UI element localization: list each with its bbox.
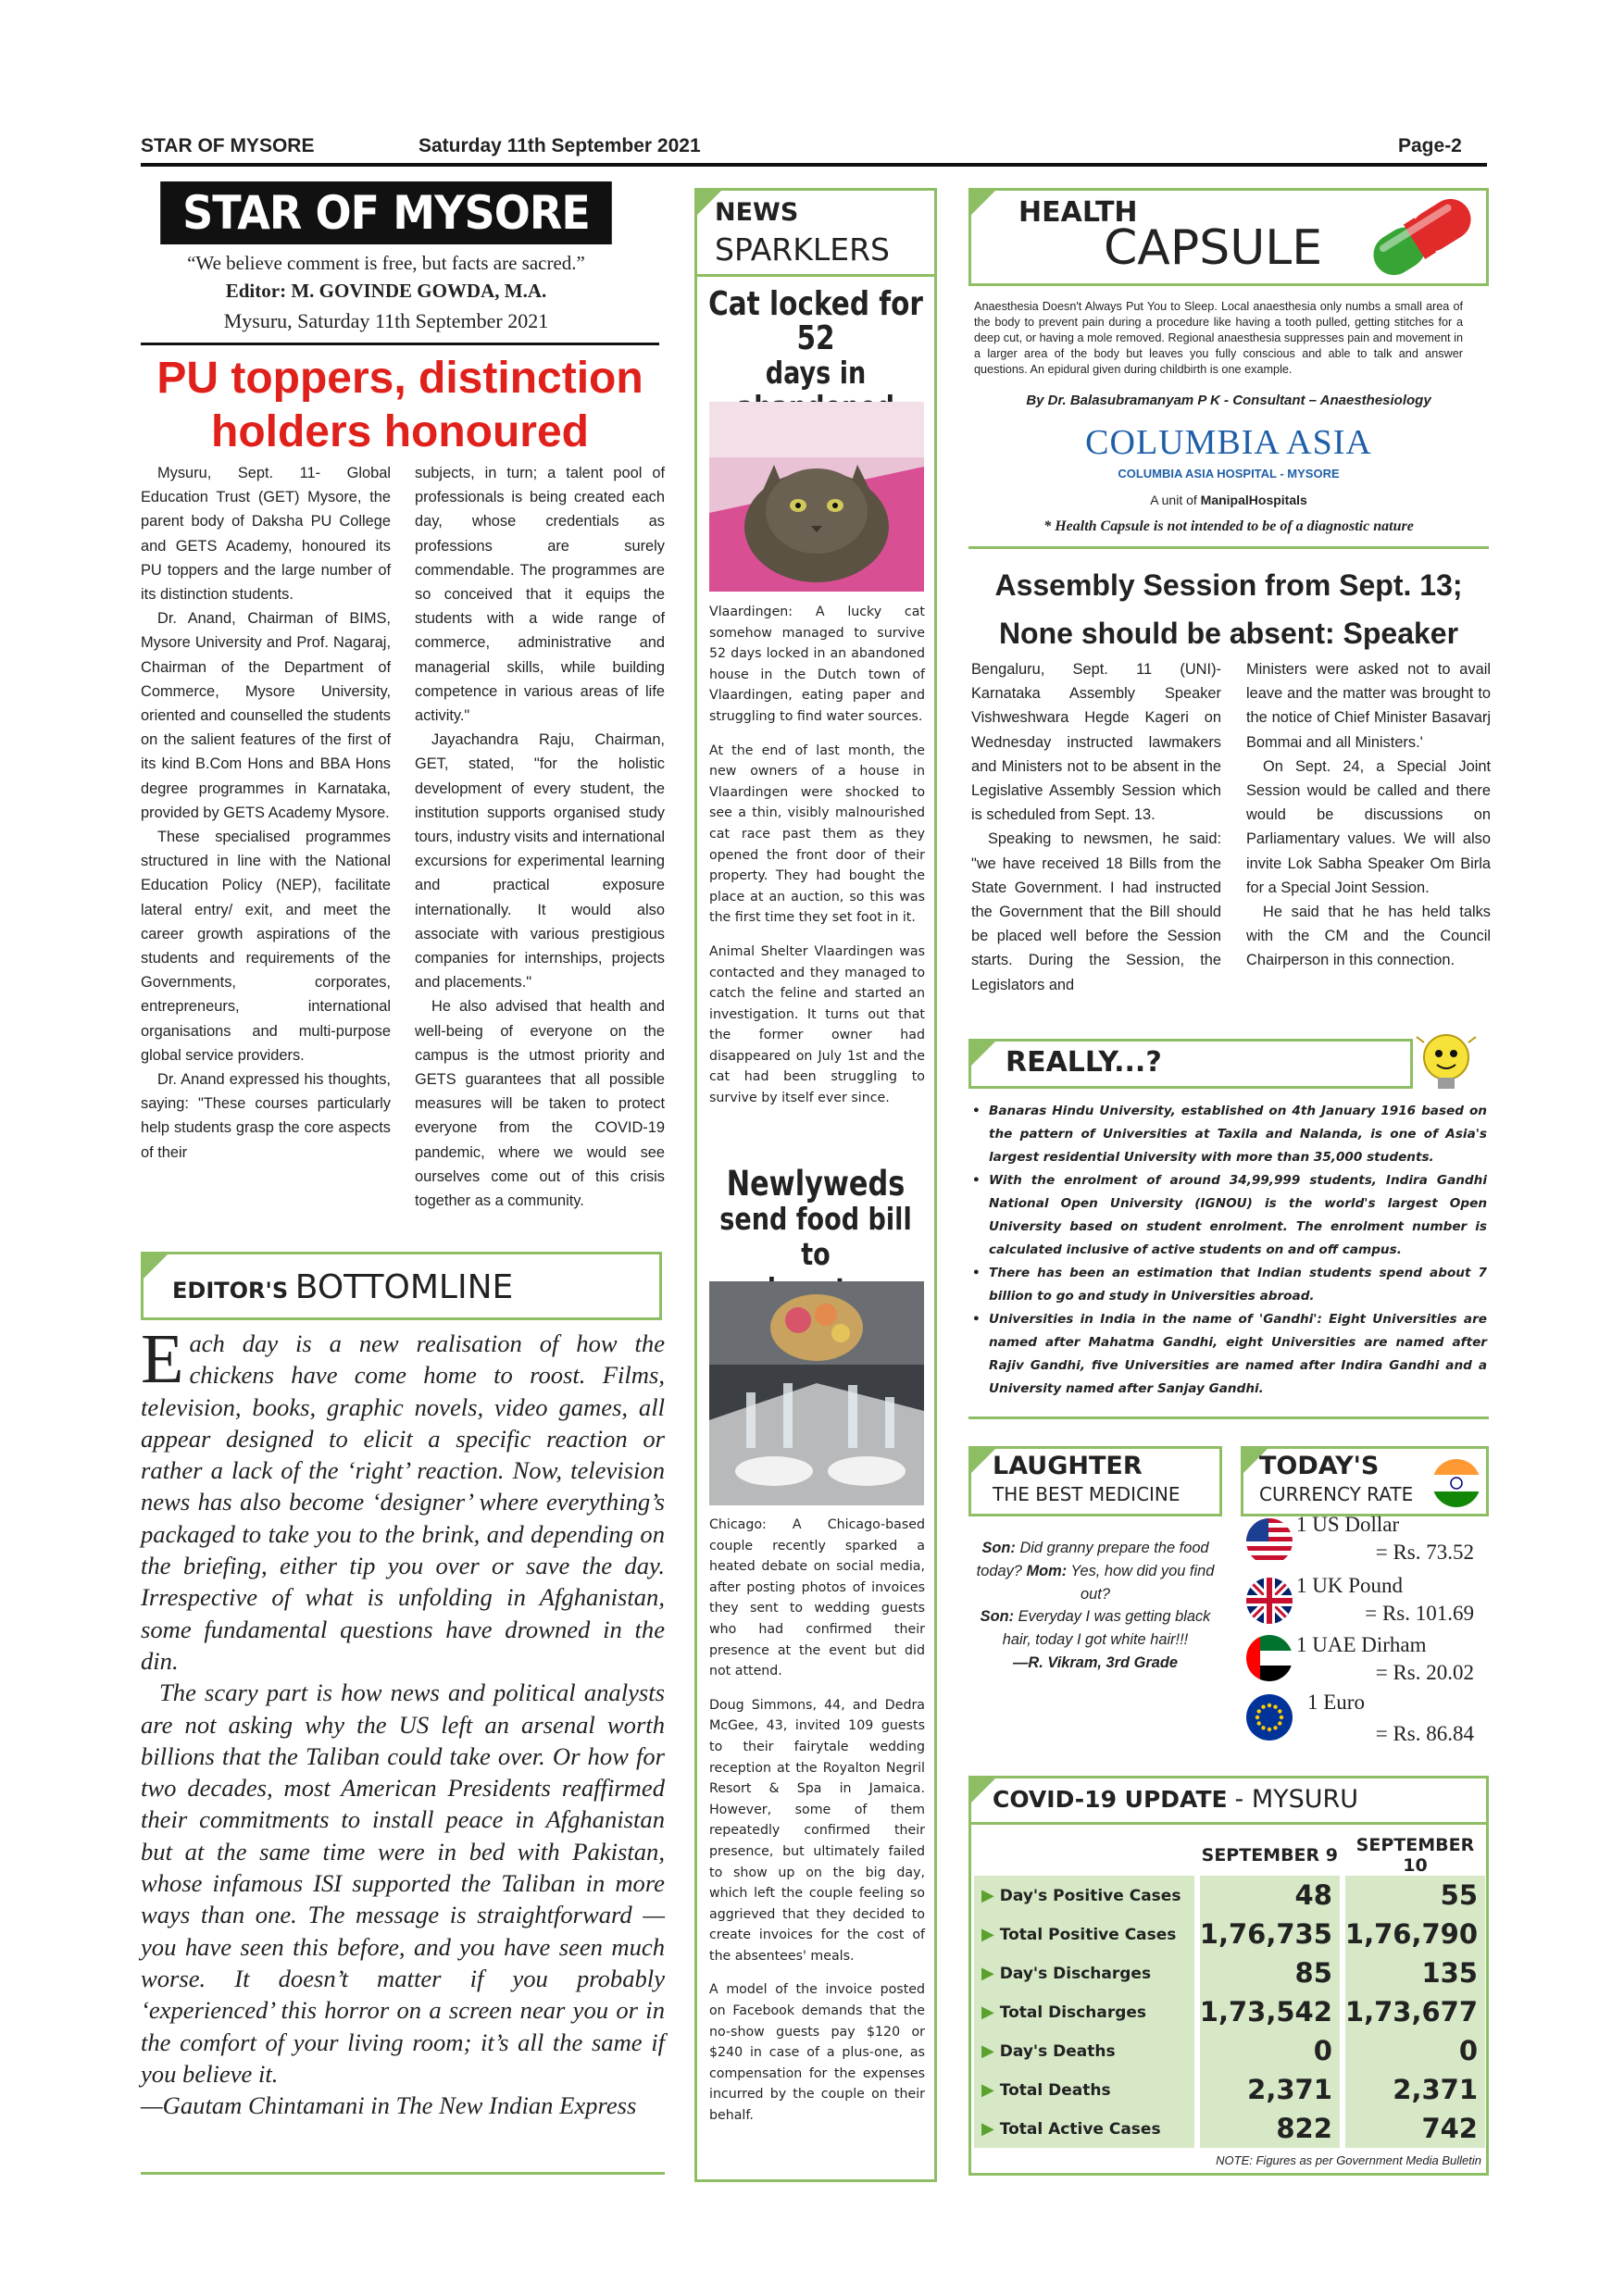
covid-value-sept9: 0 (1197, 2031, 1343, 2070)
really-item: • With the enrolment of around 34,99,999 students, Indira Gandhi National Open University (IGNOU) is the world's largest Open University based on student enrolment. The enrolment number is calculated inclusive of active students on and off campus. (968, 1169, 1487, 1262)
news-sparklers-label-bold: NEWS (715, 198, 799, 227)
bottomline-tab (144, 1254, 168, 1279)
really-item: • There has been an estimation that Indian students spend about 7 billion to go and study in Universities abroad. (968, 1262, 1487, 1308)
cat-story-para: At the end of last month, the new owners of a house in Vlaardingen were shocked to see a thin, visibly malnourished cat race past them as they opened the front door of their property. They had bought the place at an auction, so this was the first time they set foot in it. (709, 742, 925, 926)
newlyweds-story-para: A model of the invoice posted on Facebook demands that the no-show guests pay $120 or $240 in case of a plus-one, as compensation for the expenses incurred by the couple on their behalf. (709, 1982, 925, 2124)
bottomline-para-1 (141, 1320, 665, 1677)
bottomline-bottom-rule (141, 2172, 665, 2175)
lead-col1-para: Mysuru, Sept. 11- Global Education Trust (GET) Mysore, the parent body of Daksha PU College and GETS Academy, honoured its PU toppers and the large number of its distinction students. (141, 465, 391, 604)
covid-value-sept9: 1,76,735 (1197, 1915, 1343, 1953)
hospital-unit (974, 493, 1483, 507)
us-flag-icon (1246, 1518, 1293, 1565)
uk-flag-icon (1246, 1578, 1293, 1624)
uae-flag-icon (1246, 1635, 1293, 1681)
covid-header-blank (974, 1835, 1197, 1876)
masthead-dateline: Mysuru, Saturday 11th September 2021 (223, 309, 549, 332)
covid-value-sept10: 1,76,790 (1343, 1915, 1485, 1953)
covid-row (974, 1953, 1485, 1992)
covid-value-sept9: 2,371 (1197, 2070, 1343, 2109)
masthead-motto: “We believe comment is free, but facts are sacred.” (187, 252, 585, 274)
covid-row-label: ▶ Total Deaths (974, 2070, 1197, 2109)
assembly-col2-para: He said that he has held talks with the CM and the Council Chairperson in this connection. (1246, 904, 1491, 969)
covid-row (974, 2031, 1485, 2070)
really-list (968, 1100, 1487, 1401)
covid-value-sept9: 1,73,542 (1197, 1992, 1343, 2031)
covid-value-sept10: 55 (1343, 1876, 1485, 1915)
health-capsule-label-bold: HEALTH (1018, 196, 1138, 229)
joke-text: Yes, how did you find out? (1070, 1562, 1215, 1603)
covid-row-label: ▶ Day's Positive Cases (974, 1876, 1197, 1915)
health-capsule-text: Anaesthesia Doesn't Always Put You to Sleep. Local anaesthesia only numbs a small area of the body to prevent pain during a procedure like having a tooth pulled, getting stitches for a deep cut, or having a mole removed. Regional anaesthesia suppresses pain and movement in a larger area of the body but leaves you fully conscious and able to talk and answer questions. An epidural given during childbirth is one example. (974, 299, 1463, 376)
covid-label-text: Day's Deaths (999, 2041, 1116, 2061)
assembly-col2-para: On Sept. 24, a Special Joint Session would be called and there would be discussions on Parliamentary values. We will also invite Lok Sabha Speaker Om Birla for a Special Joint Session. (1246, 757, 1491, 896)
lead-headline-line2: holders honoured (211, 407, 589, 456)
covid-row (974, 2109, 1485, 2148)
unit-name: ManipalHospitals (1200, 493, 1307, 507)
joke-credit: —R. Vikram, 3rd Grade (1013, 1653, 1178, 1671)
health-capsule-tab (971, 191, 995, 215)
news-sparklers-label-light: SPARKLERS (715, 231, 890, 268)
currency-label-light: CURRENCY RATE (1259, 1483, 1414, 1505)
lead-headline (141, 352, 659, 459)
currency-unit-usd: 1 US Dollar (1296, 1513, 1400, 1536)
covid-value-sept10: 2,371 (1343, 2070, 1485, 2109)
laughter-joke (974, 1537, 1217, 1675)
covid-row-label: ▶ Total Positive Cases (974, 1915, 1197, 1953)
really-item: • Banaras Hindu University, established on 4th January 1916 based on the pattern of Universities at Taxila and Nalanda, is one of Asia's largest residential University with more than 35,000 students. (968, 1100, 1487, 1169)
covid-label-text: Total Positive Cases (999, 1925, 1177, 1944)
india-flag-icon (1430, 1457, 1482, 1509)
currency-value-eur (1289, 1722, 1474, 1746)
assembly-headline-line1: Assembly Session from Sept. 13; (994, 568, 1463, 602)
newlyweds-headline-line2: send food bill to (719, 1201, 912, 1272)
bottomline-body (141, 1320, 665, 2121)
bottomline-para-1-text: ach day is a new realisation of how the chickens have come home to roost. Films, television, books, graphic novels, video games, all appear designed to elicit a specific reaction or rather a lack of the ‘right’ reaction. Now, television news has also become ‘designer’ where everything’s packaged to take you to the brink, and depending on the briefing, either tip you over or save the day. Irrespective of what is unfolding in Afghanistan, some fundamental questions have drowned in the din. (141, 1329, 665, 1675)
lead-col2-para: subjects, in turn; a talent pool of professionals is being created each day, whose credentials as professions are surely commendable. The programmes are so conceived that it equips the students with a wide range of commerce, administrative and managerial skills, while building competence in various areas of life activity." (415, 465, 665, 725)
covid-row (974, 2070, 1485, 2109)
covid-row (974, 1876, 1485, 1915)
covid-label-text: Day's Discharges (999, 1964, 1152, 1983)
lead-story-column-2 (415, 461, 665, 1213)
bottomline-para-2: The scary part is how news and political analysts are not asking why the US left an arsenal worth billions that the Taliban could take over. Or how for two decades, most American Presidents reaffirmed their commitments to install peace in Afghanistan but at the same time were in bed with Pakistan, whose infamous ISI supported the Taliban in more ways than one. The message is straightforward — you have seen this before, and you have seen much worse. It doesn’t matter if you probably ‘experienced’ this horror on a screen near you or in the comfort of your living room; it’s all the same if you believe it. (141, 1678, 665, 2088)
gbp-rate-text: = Rs. 101.69 (1365, 1602, 1474, 1625)
covid-value-sept10: 742 (1343, 2109, 1485, 2148)
assembly-col1-para: Speaking to newsmen, he said: "we have received 18 Bills from the State Government. I had instructed the Government that the Bill should be placed well before the Session starts. During the Session, the Legislators and (971, 830, 1221, 993)
covid-value-sept10: 135 (1343, 1953, 1485, 1992)
newlyweds-headline-line1: Newlyweds (726, 1164, 906, 1204)
lead-col2-para: Jayachandra Raju, Chairman, GET, stated, "for the holistic development of every student, the institution supports organised study tours, industry visits and international excursions for experimental learning and practical exposure internationally. It would also associate with various prestigious companies for internships, projects and placements." (415, 731, 665, 992)
currency-unit-eur: 1 Euro (1307, 1691, 1365, 1714)
covid-col-sept9: SEPTEMBER 9 (1197, 1835, 1343, 1876)
covid-label-light: - MYSURU (1234, 1785, 1359, 1814)
covid-value-sept9: 822 (1197, 2109, 1343, 2148)
assembly-column-1 (971, 657, 1221, 997)
covid-row (974, 1992, 1485, 2031)
newlyweds-story-para: Chicago: A Chicago-based couple recently sparked a heated debate on social media, after posting photos of invoices they sent to wedding guests who had confirmed their presence at the event but did not attend. (709, 1517, 925, 1679)
covid-label-bold: COVID-19 UPDATE (993, 1786, 1228, 1813)
capsule-pill-icon (1357, 191, 1487, 283)
joke-speaker: Son: (981, 1540, 1016, 1556)
header-rule (141, 163, 1487, 167)
covid-table (974, 1835, 1485, 2148)
joke-line-3 (974, 1605, 1217, 1652)
usd-rate-text: = Rs. 73.52 (1375, 1541, 1474, 1564)
lead-col1-para: Dr. Anand, Chairman of BIMS, Mysore University and Prof. Nagaraj, Chairman of the Department of Commerce, Mysore University, oriented and counselled the students on the salient features of the first of its kind B.Com Hons and BBA Hons degree programmes in Karnataka, provided by GETS Academy Mysore. (141, 610, 391, 821)
eur-rate-text: = Rs. 86.84 (1375, 1722, 1474, 1745)
covid-label-text: Total Deaths (999, 2080, 1111, 2100)
really-rule (968, 1416, 1489, 1419)
cat-headline-line2: days in (765, 355, 867, 391)
health-capsule-disclaimer: * Health Capsule is not intended to be of a diagnostic nature (1043, 518, 1414, 534)
currency-value-gbp (1289, 1602, 1474, 1626)
covid-value-sept9: 48 (1197, 1876, 1343, 1915)
currency-unit-aed: 1 UAE Dirham (1296, 1633, 1427, 1656)
columbia-asia-logo: COLUMBIA ASIA (1085, 423, 1372, 462)
laughter-label-light: THE BEST MEDICINE (993, 1483, 1181, 1505)
assembly-column-2 (1246, 657, 1491, 973)
masthead-rule (141, 343, 659, 345)
health-capsule-byline: By Dr. Balasubramanyam P K - Consultant – Anaesthesiology (1026, 393, 1431, 408)
assembly-col1-para: Bengaluru, Sept. 11 (UNI)- Karnataka Assembly Speaker Vishweshwara Hegde Kageri on Wednesday instructed lawmakers and Ministers not to be absent in the Legislative Assembly Session which is scheduled from Sept. 13. (971, 661, 1221, 824)
really-tab (971, 1042, 995, 1066)
joke-speaker: Mom: (1026, 1562, 1068, 1579)
laughter-label-bold: LAUGHTER (993, 1452, 1143, 1480)
bottomline-credit: —Gautam Chintamani in The New Indian Express (141, 2091, 637, 2120)
health-capsule-label-light: CAPSULE (1104, 220, 1323, 276)
bottomline-label-bold: EDITOR'S (172, 1278, 289, 1304)
assembly-headline (968, 561, 1489, 657)
joke-line-1 (974, 1537, 1217, 1605)
currency-value-aed (1289, 1661, 1474, 1685)
covid-row-label: ▶ Day's Discharges (974, 1953, 1197, 1992)
covid-label-text: Total Active Cases (999, 2119, 1161, 2139)
header-paper-name: STAR OF MYSORE (141, 135, 315, 156)
cat-story-body (709, 602, 925, 1122)
covid-row (974, 1915, 1485, 1953)
newlyweds-story-body (709, 1515, 925, 2140)
cat-photo (709, 402, 924, 592)
masthead-editor: Editor: M. GOVINDE GOWDA, M.A. (225, 280, 547, 302)
news-sparklers-rule (694, 274, 937, 277)
joke-text: Everyday I was getting black hair, today I got white hair!!! (1002, 1608, 1211, 1649)
currency-label-bold: TODAY'S (1259, 1452, 1380, 1480)
assembly-headline-line2: None should be absent: Speaker (998, 617, 1459, 650)
cat-story-para: Vlaardingen: A lucky cat somehow managed to survive 52 days locked in an abandoned house in the Dutch town of Vlaardingen, eating paper and struggling to find water sources. (709, 605, 925, 724)
covid-row-label: ▶ Day's Deaths (974, 2031, 1197, 2070)
covid-label-text: Day's Positive Cases (999, 1886, 1181, 1905)
covid-value-sept10: 1,73,677 (1343, 1992, 1485, 2031)
covid-row-label: ▶ Total Active Cases (974, 2109, 1197, 2148)
masthead-title: STAR OF MYSORE (160, 181, 612, 244)
joke-speaker: Son: (980, 1608, 1015, 1626)
eu-flag-icon (1246, 1694, 1293, 1741)
currency-value-usd (1289, 1541, 1474, 1565)
currency-unit-gbp: 1 UK Pound (1296, 1574, 1404, 1597)
unit-prefix: A unit of (1150, 493, 1197, 507)
assembly-col2-para: Ministers were asked not to avail leave and the matter was brought to the notice of Chief Minister Basavarj Bommai and all Ministers.' (1246, 661, 1491, 751)
cat-headline-line1: Cat locked for 52 (708, 285, 923, 357)
covid-value-sept10: 0 (1343, 2031, 1485, 2070)
covid-label-rule (968, 1822, 1489, 1825)
newlyweds-story-para: Doug Simmons, 44, and Dedra McGee, 43, invited 109 guests to their fairytale wedding reception at the Royalton Negril Resort & Spa in Jamaica. However, some of them repeatedly confirmed their presence, but ultimately failed to show up on the big day, which left the couple feeling so aggrieved that they decided to create invoices for the cost of the absentees' meals. (709, 1697, 925, 1964)
lead-headline-line1: PU toppers, distinction (156, 354, 643, 403)
bottomline-dropcap: E (141, 1320, 184, 1398)
aed-rate-text: = Rs. 20.02 (1375, 1661, 1474, 1684)
bottomline-label-light: BOTTOMLINE (294, 1268, 514, 1306)
lightbulb-icon (1409, 1024, 1483, 1098)
health-capsule-rule (968, 546, 1489, 549)
really-label: REALLY...? (1006, 1046, 1162, 1079)
lead-col1-para: These specialised programmes structured in line with the National Education Policy (NEP), facilitate lateral entry/ exit, and meet the career growth aspirations of the students and requirements of the Governments, corporates, entrepreneurs, international organisations and multi-purpose global service providers. (141, 829, 391, 1064)
header-page-number: Page-2 (1398, 135, 1462, 156)
really-item: • Universities in India in the name of 'Gandhi': Eight Universities are named after Mahatma Gandhi, eight Universities are named after Rajiv Gandhi, five Universities are named after Indira Gandhi and a University named after Sanjay Gandhi. (968, 1308, 1487, 1401)
covid-label-text: Total Discharges (999, 2003, 1147, 2022)
cat-story-para: Animal Shelter Vlaardingen was contacted and they managed to catch the feline and started an investigation. It turns out that the former owner had disappeared on July 1st and the cat had been struggling to survive by itself ever since. (709, 943, 925, 1106)
header-date: Saturday 11th September 2021 (418, 135, 701, 156)
covid-row-label: ▶ Total Discharges (974, 1992, 1197, 2031)
lead-col2-para: He also advised that health and well-being of everyone on the campus is the utmost priority and GETS guarantees that all possible measures will be taken to protect everyone from the COVID-19 pandemic, where we would see ourselves come out of this crisis together as a community. (415, 998, 665, 1210)
covid-note: NOTE: Figures as per Government Media Bulletin (1216, 2153, 1481, 2167)
joke-text: Did granny prepare the food today? (976, 1540, 1209, 1579)
covid-col-sept10: SEPTEMBER 10 (1343, 1835, 1485, 1876)
wedding-table-photo (709, 1281, 924, 1505)
covid-value-sept9: 85 (1197, 1953, 1343, 1992)
hospital-name: COLUMBIA ASIA HOSPITAL - MYSORE (1118, 467, 1340, 480)
covid-label (993, 1785, 1358, 1814)
bottomline-label (172, 1268, 513, 1306)
lead-col1-para: Dr. Anand expressed his thoughts, saying: "These courses particularly help students grasp the core aspects of their (141, 1071, 391, 1161)
lead-story-column-1 (141, 461, 391, 1165)
